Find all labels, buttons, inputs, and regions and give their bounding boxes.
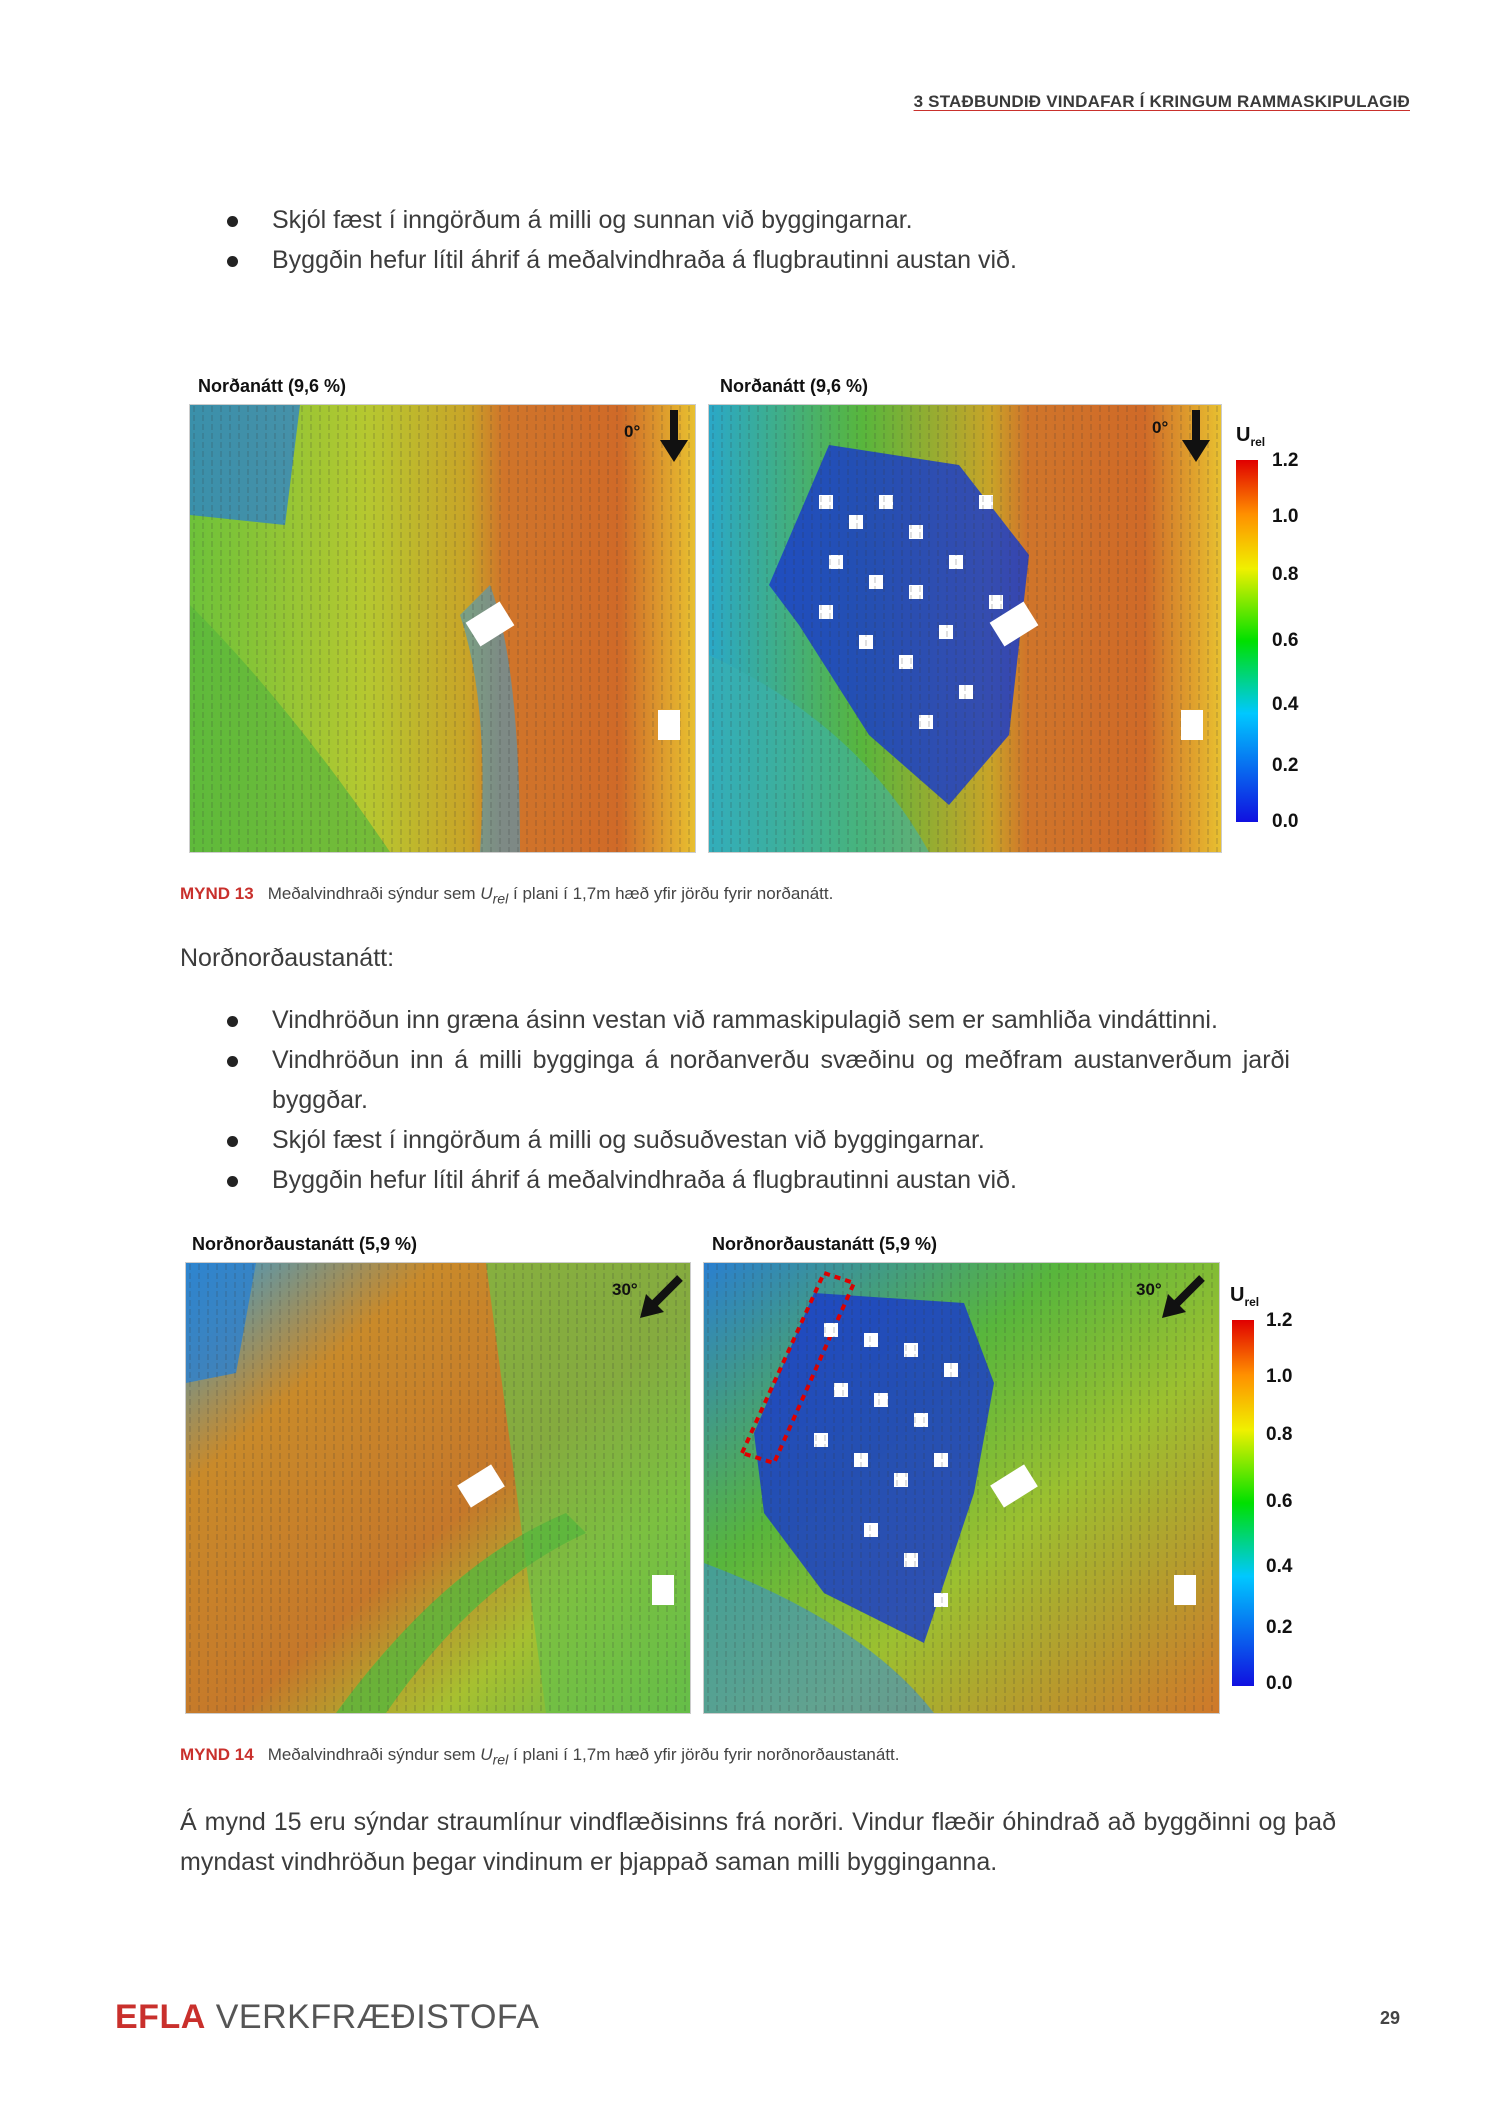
- figure14-map-existing: [185, 1262, 691, 1714]
- legend-tick: 0.0: [1266, 1673, 1293, 1694]
- legend-tick: 0.2: [1272, 755, 1299, 776]
- figure14-right-angle: 30°: [1136, 1280, 1162, 1299]
- figure13-map-existing: [189, 404, 696, 853]
- wind-direction-arrow-icon: [1162, 1274, 1206, 1323]
- list-item: Byggðin hefur lítil áhrif á meðalvindhraða á flugbrautinni austan við.: [180, 1160, 1290, 1200]
- top-bullet-list: [180, 200, 1290, 280]
- figure14-left-title: Norðnorðaustanátt (5,9 %): [192, 1234, 418, 1254]
- caption-variable: U: [480, 1745, 493, 1764]
- legend-tick: 0.4: [1266, 1556, 1293, 1577]
- legend14-title: [1230, 1284, 1259, 1309]
- legend14-colorbar: [1232, 1320, 1254, 1686]
- list-item: Skjól fæst í inngörðum á milli og sunnan við byggingarnar.: [180, 200, 1290, 240]
- legend-tick: 1.2: [1266, 1310, 1293, 1331]
- wind-direction-arrow-icon: [1182, 410, 1210, 467]
- legend-variable-sub: rel: [1244, 1295, 1260, 1309]
- legend-variable-sub: rel: [1250, 435, 1266, 449]
- legend-tick: 1.2: [1272, 450, 1299, 471]
- legend13-colorbar: [1236, 460, 1258, 822]
- legend13-title: [1236, 424, 1265, 449]
- figure14-left-angle: 30°: [612, 1280, 638, 1299]
- section-heading: Norðnorðaustanátt:: [180, 944, 395, 972]
- caption-text: Meðalvindhraði sýndur sem: [267, 1745, 481, 1764]
- brand-name: EFLA: [115, 1998, 206, 2036]
- page-number: 29: [1380, 2008, 1401, 2028]
- list-item: Vindhröðun inn á milli bygginga á norðanverðu svæðinu og meðfram austanverðum jarði byggðar.: [180, 1040, 1290, 1120]
- figure13-right-angle: 0°: [1152, 418, 1169, 437]
- legend-tick: 0.2: [1266, 1617, 1293, 1638]
- figure13-right-title: Norðanátt (9,6 %): [720, 376, 869, 396]
- figure13-left-title: Norðanátt (9,6 %): [198, 376, 347, 396]
- figure14-right-title: Norðnorðaustanátt (5,9 %): [712, 1234, 938, 1254]
- caption-variable: U: [480, 884, 493, 903]
- legend-tick: 1.0: [1272, 506, 1299, 527]
- caption-text: í plani í 1,7m hæð yfir jörðu fyrir norðnorðaustanátt.: [508, 1745, 900, 1764]
- running-header: 3 STAÐBUNDIÐ VINDAFAR Í KRINGUM RAMMASKIPULAGIÐ: [913, 92, 1410, 111]
- list-item: Byggðin hefur lítil áhrif á meðalvindhraða á flugbrautinni austan við.: [180, 240, 1290, 280]
- legend-tick: 0.6: [1272, 630, 1299, 651]
- legend-tick: 0.0: [1272, 811, 1299, 832]
- brand-tagline: VERKFRÆÐISTOFA: [205, 1998, 540, 2036]
- legend-tick: 1.0: [1266, 1366, 1293, 1387]
- figure14-caption: [180, 1745, 900, 1768]
- legend-tick: 0.8: [1272, 564, 1299, 585]
- figure13-map-proposed: [708, 404, 1222, 853]
- caption-variable-sub: rel: [492, 1752, 509, 1769]
- footer-logo: [115, 1998, 540, 2037]
- figure13-caption: [180, 884, 833, 907]
- legend-variable: U: [1236, 424, 1251, 446]
- legend-tick: 0.6: [1266, 1491, 1293, 1512]
- closing-paragraph: Á mynd 15 eru sýndar straumlínur vindflæðisinns frá norðri. Vindur flæðir óhindrað að byggðinni og það myndast vindhröðun þegar vindinum er þjappað saman milli bygginganna.: [180, 1808, 1336, 1876]
- caption-variable-sub: rel: [492, 891, 509, 908]
- figure-label: MYND 13: [180, 884, 254, 903]
- wind-direction-arrow-icon: [640, 1274, 684, 1323]
- wind-direction-arrow-icon: [660, 410, 688, 467]
- legend-tick: 0.8: [1266, 1424, 1293, 1445]
- mid-bullet-list: [180, 1000, 1290, 1200]
- list-item: Skjól fæst í inngörðum á milli og suðsuðvestan við byggingarnar.: [180, 1120, 1290, 1160]
- caption-text: í plani í 1,7m hæð yfir jörðu fyrir norðanátt.: [508, 884, 834, 903]
- caption-text: Meðalvindhraði sýndur sem: [267, 884, 481, 903]
- legend-variable: U: [1230, 1284, 1245, 1306]
- figure13-left-angle: 0°: [624, 422, 641, 441]
- list-item: Vindhröðun inn græna ásinn vestan við rammaskipulagið sem er samhliða vindáttinni.: [180, 1000, 1290, 1040]
- figure-label: MYND 14: [180, 1745, 254, 1764]
- figure14-map-proposed: [703, 1262, 1220, 1714]
- legend-tick: 0.4: [1272, 694, 1299, 715]
